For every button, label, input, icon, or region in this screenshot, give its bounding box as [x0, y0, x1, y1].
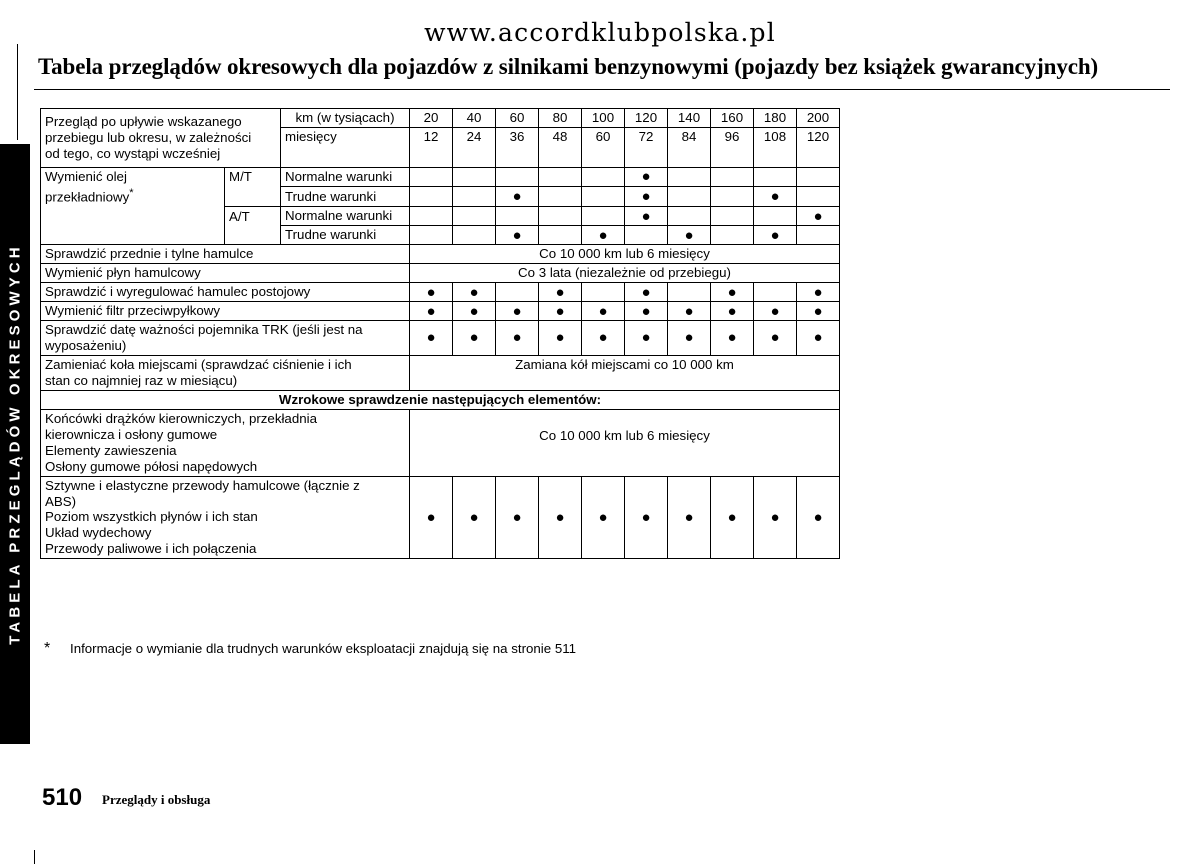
km-label: km (w tysiącach) [281, 109, 410, 128]
interval-dot: ● [754, 321, 797, 356]
interval-dot: ● [625, 283, 668, 302]
empty-cell [582, 283, 625, 302]
condition-label: Normalne warunki [281, 207, 410, 226]
interval-dot: ● [797, 283, 840, 302]
row-label-line: Elementy zawieszenia [45, 442, 177, 458]
row-label: Wymienić filtr przeciwpyłkowy [41, 302, 410, 321]
interval-dot: ● [711, 476, 754, 559]
visual-group-1-row [41, 409, 840, 476]
km-value: 120 [625, 109, 668, 128]
side-tab [0, 144, 30, 744]
empty-cell [797, 226, 840, 245]
row-label-line: Układ wydechowy [45, 525, 152, 541]
row-label-line: wyposażeniu) [45, 337, 127, 353]
oil-asterisk: * [129, 187, 134, 200]
interval-dot: ● [668, 476, 711, 559]
interval-dot: ● [625, 302, 668, 321]
side-tab-label: TABELA PRZEGLĄDÓW OKRESOWYCH [6, 243, 24, 645]
months-value: 60 [582, 127, 625, 167]
oil-at-label: A/T [225, 207, 281, 226]
empty-cell [496, 207, 539, 226]
km-value: 80 [539, 109, 582, 128]
interval-dot: ● [453, 283, 496, 302]
months-value: 48 [539, 127, 582, 167]
km-value: 180 [754, 109, 797, 128]
row-label [41, 321, 410, 356]
title-rule [34, 89, 1170, 90]
months-value: 108 [754, 127, 797, 167]
brakes-check-row [41, 245, 840, 264]
empty-cell [754, 167, 797, 186]
tire-rotation-row [41, 355, 840, 390]
header-intro [41, 109, 281, 168]
visual-group-2-row [41, 476, 840, 559]
months-value: 120 [797, 127, 840, 167]
interval-dot: ● [410, 321, 453, 356]
km-value: 60 [496, 109, 539, 128]
empty-cell [539, 226, 582, 245]
empty-cell [582, 207, 625, 226]
empty-cell [711, 226, 754, 245]
row-label-line: ABS) [45, 493, 77, 509]
row-label: Wymienić płyn hamulcowy [41, 264, 410, 283]
interval-dot: ● [539, 321, 582, 356]
visual-check-header-row [41, 390, 840, 409]
empty-cell [711, 186, 754, 206]
empty-cell [668, 186, 711, 206]
oil-label [41, 167, 225, 186]
row-label-line: Poziom wszystkich płynów i ich stan [45, 509, 258, 525]
oil-label-cont [41, 186, 225, 206]
interval-text: Co 10 000 km lub 6 miesięcy [410, 245, 840, 264]
interval-dot: ● [754, 226, 797, 245]
empty-cell [797, 186, 840, 206]
empty-cell [453, 226, 496, 245]
parking-brake-row [41, 283, 840, 302]
interval-dot: ● [797, 476, 840, 559]
interval-dot: ● [582, 302, 625, 321]
interval-dot: ● [496, 321, 539, 356]
interval-dot: ● [797, 321, 840, 356]
oil-row-at-hard [41, 226, 840, 245]
empty-cell [410, 207, 453, 226]
interval-dot: ● [496, 302, 539, 321]
interval-dot: ● [668, 302, 711, 321]
brake-fluid-row [41, 264, 840, 283]
interval-dot: ● [410, 476, 453, 559]
interval-dot: ● [539, 283, 582, 302]
interval-dot: ● [625, 476, 668, 559]
interval-dot: ● [668, 226, 711, 245]
footnote-text: Informacje o wymianie dla trudnych warunków eksploatacji znajdują się na stronie 511 [70, 641, 577, 656]
empty-cell [582, 186, 625, 206]
months-value: 12 [410, 127, 453, 167]
empty-cell [797, 167, 840, 186]
empty-cell [410, 186, 453, 206]
km-value: 100 [582, 109, 625, 128]
empty-cell [668, 283, 711, 302]
empty-cell [410, 226, 453, 245]
interval-dot: ● [625, 321, 668, 356]
interval-dot: ● [711, 283, 754, 302]
interval-dot: ● [582, 321, 625, 356]
interval-text: Co 3 lata (niezależnie od przebiegu) [410, 264, 840, 283]
interval-dot: ● [496, 476, 539, 559]
interval-dot: ● [539, 302, 582, 321]
condition-label: Trudne warunki [281, 186, 410, 206]
months-value: 96 [711, 127, 754, 167]
interval-dot: ● [625, 167, 668, 186]
trk-row [41, 321, 840, 356]
interval-dot: ● [453, 476, 496, 559]
interval-dot: ● [625, 207, 668, 226]
km-value: 160 [711, 109, 754, 128]
empty-cell [410, 167, 453, 186]
oil-row-mt-hard [41, 186, 840, 206]
footnote-mark: * [44, 640, 51, 657]
row-label [41, 355, 410, 390]
months-value: 84 [668, 127, 711, 167]
visual-check-header: Wzrokowe sprawdzenie następujących elementów: [41, 390, 840, 409]
months-value: 72 [625, 127, 668, 167]
row-label-line: Przewody paliwowe i ich połączenia [45, 541, 257, 557]
interval-dot: ● [496, 226, 539, 245]
condition-label: Normalne warunki [281, 167, 410, 186]
interval-dot: ● [410, 302, 453, 321]
empty-cell [754, 283, 797, 302]
empty-cell [496, 167, 539, 186]
oil-label-spacer [41, 226, 225, 245]
corner-mark [34, 850, 35, 864]
row-label-line: stan co najmniej raz w miesiącu) [45, 372, 238, 388]
empty-cell [711, 207, 754, 226]
header-intro-line: Przegląd po upływie wskazanego [45, 114, 242, 130]
cabin-filter-row [41, 302, 840, 321]
oil-mt-spacer [225, 186, 281, 206]
interval-dot: ● [582, 226, 625, 245]
empty-cell [582, 167, 625, 186]
row-label-line: Osłony gumowe półosi napędowych [45, 458, 258, 474]
interval-dot: ● [496, 186, 539, 206]
km-value: 140 [668, 109, 711, 128]
interval-dot: ● [754, 186, 797, 206]
empty-cell [539, 167, 582, 186]
header-intro-line: od tego, co wystąpi wcześniej [45, 145, 221, 161]
empty-cell [754, 207, 797, 226]
row-label-line: Końcówki drążków kierowniczych, przekładnia [45, 410, 317, 426]
header-row-km [41, 109, 840, 128]
interval-text: Co 10 000 km lub 6 miesięcy [410, 409, 840, 476]
interval-text: Zamiana kół miejscami co 10 000 km [410, 355, 840, 390]
km-value: 20 [410, 109, 453, 128]
oil-row-mt-normal [41, 167, 840, 186]
interval-dot: ● [711, 321, 754, 356]
row-label-line: kierownicza i osłony gumowe [45, 426, 218, 442]
row-label-line: Sztywne i elastyczne przewody hamulcowe (łącznie z [45, 477, 360, 493]
row-label: Sprawdzić i wyregulować hamulec postojowy [41, 283, 410, 302]
months-label: miesięcy [281, 127, 410, 167]
oil-at-spacer [225, 226, 281, 245]
interval-dot: ● [539, 476, 582, 559]
empty-cell [496, 283, 539, 302]
row-label-line: Zamieniać koła miejscami (sprawdzać ciśnienie i ich [45, 356, 352, 372]
site-url: www.accordklubpolska.pl [424, 18, 776, 47]
interval-dot: ● [754, 476, 797, 559]
interval-dot: ● [711, 302, 754, 321]
interval-dot: ● [797, 207, 840, 226]
empty-cell [453, 167, 496, 186]
empty-cell [625, 226, 668, 245]
header-intro-line: przebiegu lub okresu, w zależności [45, 130, 252, 145]
empty-cell [539, 207, 582, 226]
row-label [41, 409, 410, 476]
empty-cell [668, 167, 711, 186]
row-label-line: Sprawdzić datę ważności pojemnika TRK (jeśli jest na [45, 322, 363, 337]
oil-mt-label: M/T [225, 167, 281, 186]
interval-dot: ● [797, 302, 840, 321]
empty-cell [668, 207, 711, 226]
row-label: Sprawdzić przednie i tylne hamulce [41, 245, 410, 264]
page-title: Tabela przeglądów okresowych dla pojazdów z silnikami benzynowymi (pojazdy bez książek gwarancyjnych) [38, 54, 1099, 79]
empty-cell [453, 186, 496, 206]
months-value: 24 [453, 127, 496, 167]
interval-dot: ● [410, 283, 453, 302]
interval-dot: ● [754, 302, 797, 321]
empty-cell [539, 186, 582, 206]
left-margin-rule [17, 44, 18, 140]
footnote [44, 640, 576, 658]
empty-cell [711, 167, 754, 186]
section-name: Przeglądy i obsługa [102, 792, 211, 807]
oil-label-spacer [41, 207, 225, 226]
interval-dot: ● [625, 186, 668, 206]
months-value: 36 [496, 127, 539, 167]
oil-label-line: przekładniowy [45, 189, 130, 205]
km-value: 40 [453, 109, 496, 128]
interval-dot: ● [582, 476, 625, 559]
oil-row-at-normal [41, 207, 840, 226]
page-number: 510 [42, 784, 83, 811]
condition-label: Trudne warunki [281, 226, 410, 245]
km-value: 200 [797, 109, 840, 128]
maintenance-schedule-table [40, 108, 840, 559]
empty-cell [453, 207, 496, 226]
oil-label-line: Wymienić olej [45, 168, 127, 184]
row-label [41, 476, 410, 559]
interval-dot: ● [453, 321, 496, 356]
interval-dot: ● [453, 302, 496, 321]
interval-dot: ● [668, 321, 711, 356]
